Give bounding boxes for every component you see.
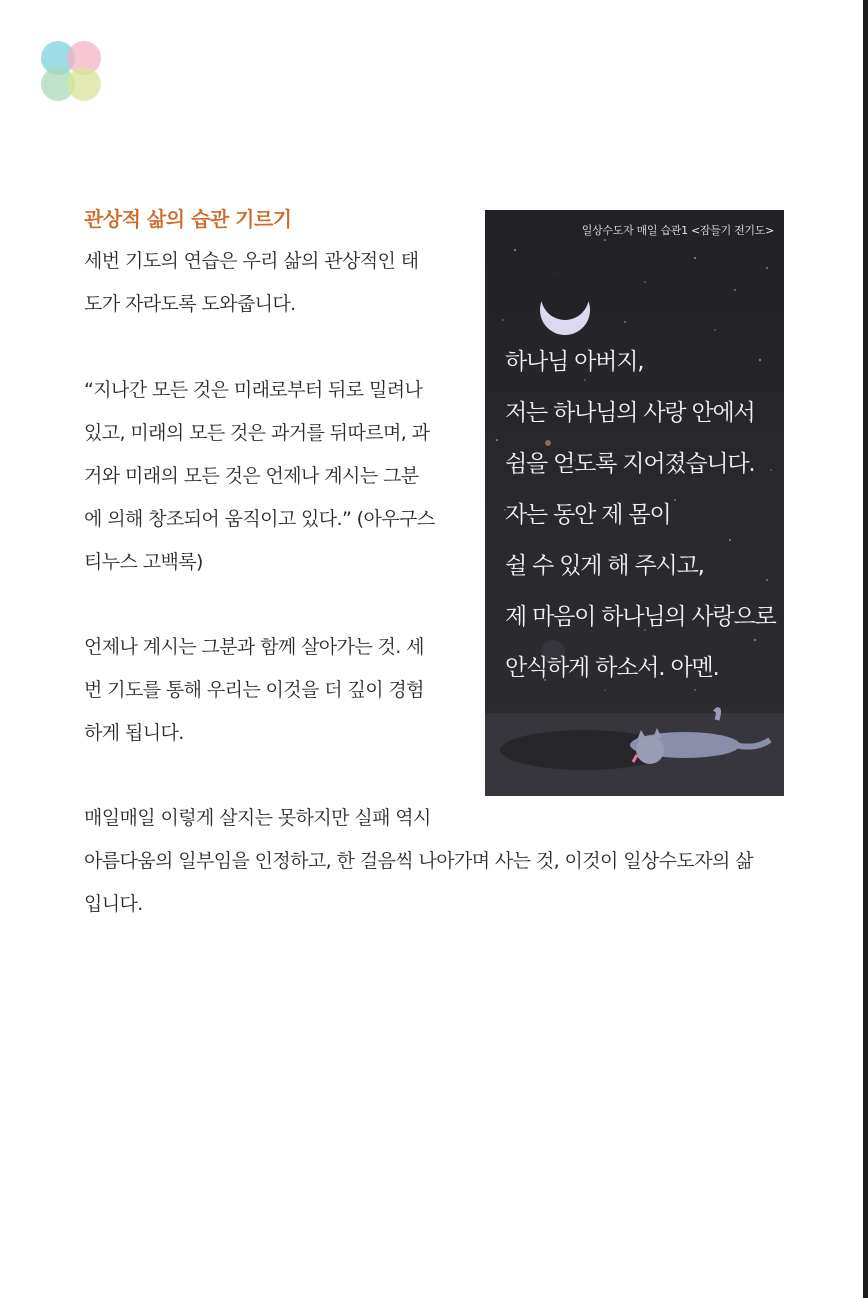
- prayer-line: 하나님 아버지,: [505, 349, 644, 375]
- text-line: 티누스 고백록): [84, 551, 203, 573]
- crescent-moon-icon: [540, 272, 590, 335]
- four-circles-logo-icon: [38, 38, 106, 106]
- text-line: 있고, 미래의 모든 것은 과거를 뒤따르며, 과: [84, 422, 430, 444]
- prayer-line: 자는 동안 제 몸이: [505, 502, 671, 528]
- text-line: “지나간 모든 것은 미래로부터 뒤로 밀려나: [84, 379, 423, 401]
- text-line: 하게 됩니다.: [84, 722, 184, 744]
- paragraph-quote: [84, 369, 454, 584]
- text-line: 번 기도를 통해 우리는 이것을 더 깊이 경험: [84, 679, 424, 701]
- prayer-line: 안식하게 하소서. 아멘.: [505, 655, 719, 681]
- text-line: 언제나 계시는 그분과 함께 살아가는 것. 세: [84, 636, 424, 658]
- prayer-poster-image: [485, 210, 784, 796]
- text-line: 도가 자라도록 도와줍니다.: [84, 293, 296, 315]
- page-edge-bar: [863, 0, 868, 1298]
- paragraph-intro: [84, 240, 454, 326]
- text-line: 세번 기도의 연습은 우리 삶의 관상적인 태: [84, 250, 419, 272]
- text-line: 매일매일 이렇게 살지는 못하지만 실패 역시: [84, 807, 431, 829]
- section-heading: 관상적 삶의 습관 기르기: [84, 207, 292, 231]
- prayer-line: 쉼을 얻도록 지어졌습니다.: [505, 451, 755, 477]
- text-line: 거와 미래의 모든 것은 언제나 계시는 그분: [84, 465, 419, 487]
- prayer-line: 저는 하나님의 사랑 안에서: [505, 400, 755, 426]
- text-line: 입니다.: [84, 893, 143, 915]
- paragraph-closing: [84, 797, 804, 926]
- text-line: 에 의해 창조되어 움직이고 있다.” (아우구스: [84, 508, 435, 530]
- prayer-line: 쉴 수 있게 해 주시고,: [505, 553, 704, 579]
- prayer-text: [505, 337, 780, 694]
- poster-caption: 일상수도자 매일 습관1 <잠들기 전기도>: [581, 224, 774, 237]
- prayer-line: 제 마음이 하나님의 사랑으로: [505, 604, 776, 630]
- text-line: 아름다움의 일부임을 인정하고, 한 걸음씩 나아가며 사는 것, 이것이 일상수도자의 삶: [84, 850, 753, 872]
- paragraph-reflection: [84, 626, 454, 755]
